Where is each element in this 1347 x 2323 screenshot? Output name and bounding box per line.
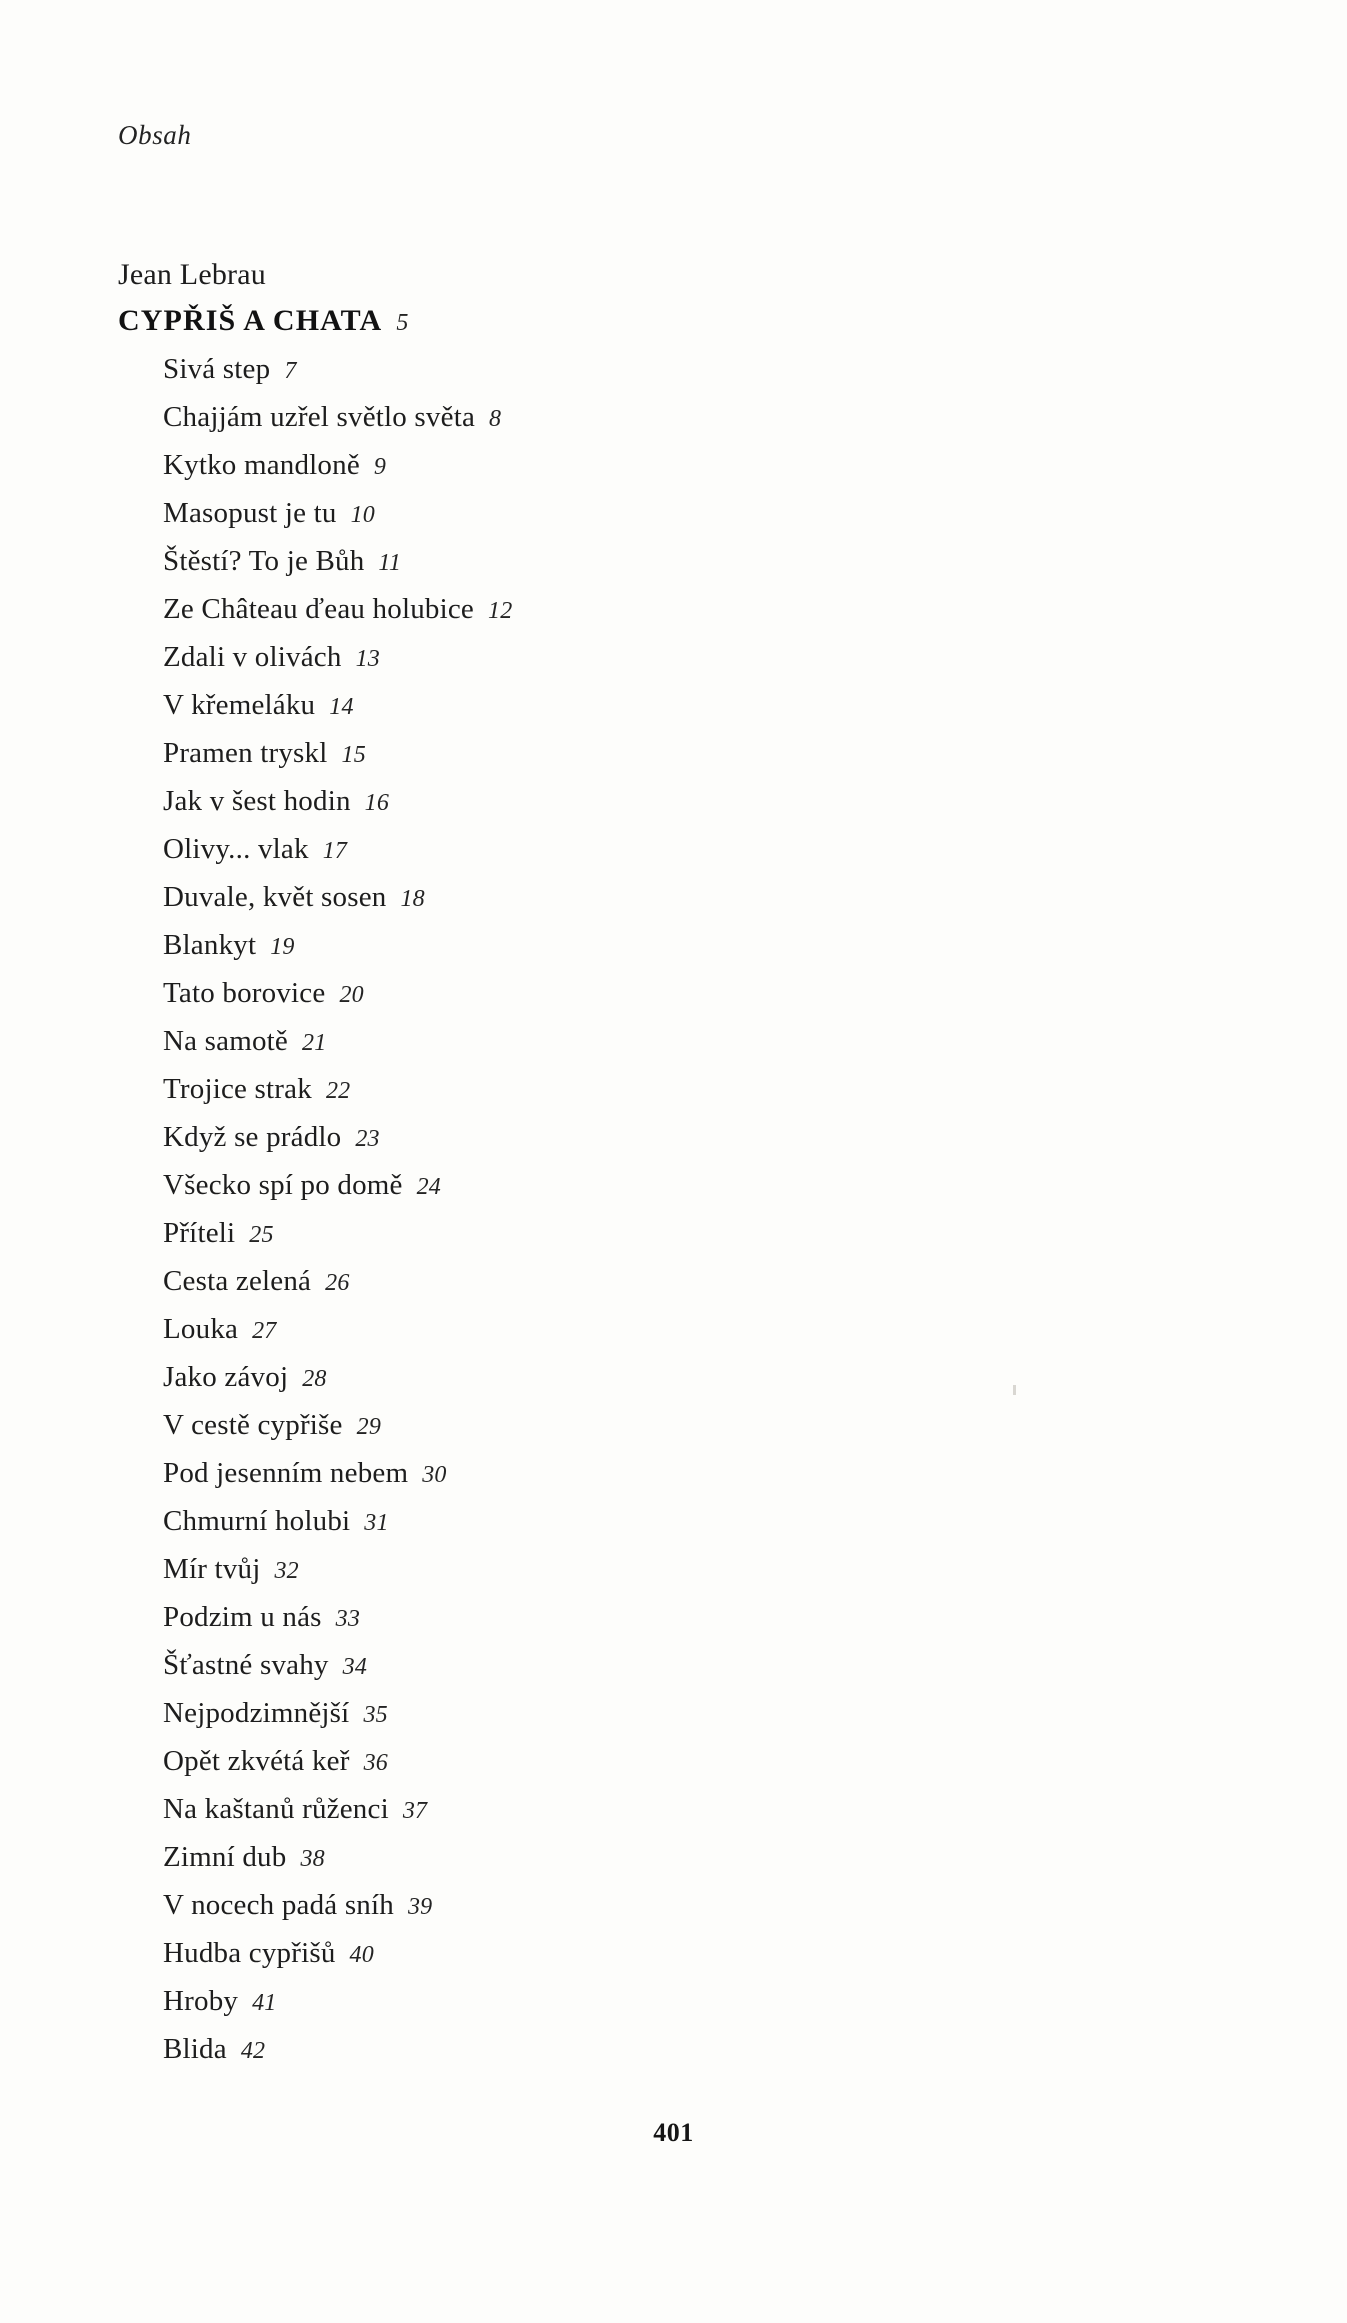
table-of-contents xyxy=(118,252,1118,2074)
toc-entry-title: V křemeláku xyxy=(163,689,316,721)
toc-entry-title: Šťastné svahy xyxy=(163,1649,329,1681)
list-item xyxy=(163,586,1118,634)
list-item xyxy=(163,2026,1118,2074)
toc-entry-page: 20 xyxy=(339,982,364,1008)
toc-entry-title: Zimní dub xyxy=(163,1841,287,1873)
toc-entry-title: Pramen tryskl xyxy=(163,737,328,769)
toc-entry-page: 34 xyxy=(342,1654,368,1680)
toc-entry-page: 11 xyxy=(378,550,402,576)
toc-entry-title: Mír tvůj xyxy=(163,1553,261,1585)
toc-entry-title: Hudba cypřišů xyxy=(163,1937,336,1969)
toc-entry-title: Olivy... vlak xyxy=(163,833,309,865)
toc-entry-page: 14 xyxy=(329,694,354,720)
list-item xyxy=(163,1402,1118,1450)
list-item xyxy=(163,1546,1118,1594)
list-item xyxy=(163,394,1118,442)
toc-entry-title: Štěstí? To je Bůh xyxy=(163,545,365,577)
list-item xyxy=(163,442,1118,490)
toc-entry-title: Na samotě xyxy=(163,1025,289,1057)
toc-entry-title: Chajjám uzřel světlo světa xyxy=(163,401,476,433)
toc-work-title-text: CYPŘIŠ A CHATA xyxy=(118,304,383,337)
toc-entry-page: 23 xyxy=(355,1126,380,1152)
toc-entry-page: 39 xyxy=(407,1894,433,1920)
toc-entry-page: 22 xyxy=(325,1078,351,1104)
list-item xyxy=(163,1738,1118,1786)
list-item xyxy=(163,682,1118,730)
list-item xyxy=(163,1114,1118,1162)
toc-entry-page: 15 xyxy=(341,742,366,768)
list-item xyxy=(163,1450,1118,1498)
list-item xyxy=(163,730,1118,778)
toc-entry-page: 9 xyxy=(373,454,387,480)
list-item xyxy=(163,922,1118,970)
toc-entry-page: 18 xyxy=(400,886,425,912)
toc-entry-page: 29 xyxy=(356,1414,382,1440)
list-item xyxy=(163,874,1118,922)
list-item xyxy=(163,1162,1118,1210)
list-item xyxy=(163,346,1118,394)
toc-entry-title: Zdali v olivách xyxy=(163,641,342,673)
toc-entry-page: 8 xyxy=(489,406,502,432)
list-item xyxy=(163,1066,1118,1114)
page-number: 401 xyxy=(653,2118,694,2147)
list-item xyxy=(163,538,1118,586)
list-item xyxy=(163,1978,1118,2026)
toc-entry-page: 21 xyxy=(302,1030,327,1056)
toc-entry-page: 7 xyxy=(284,358,297,384)
toc-entry-page: 41 xyxy=(252,1990,277,2016)
toc-entry-title: Sivá step xyxy=(163,353,271,385)
list-item xyxy=(163,970,1118,1018)
toc-entry-page: 37 xyxy=(402,1798,428,1824)
toc-entry-page: 19 xyxy=(270,934,295,960)
toc-entry-title: Blida xyxy=(163,2033,227,2065)
toc-entry-page: 40 xyxy=(349,1942,374,1968)
toc-entry-title: Nejpodzimnější xyxy=(163,1697,350,1729)
list-item xyxy=(163,1594,1118,1642)
list-item xyxy=(163,1306,1118,1354)
toc-entry-title: Cesta zelená xyxy=(163,1265,312,1297)
toc-author: Jean Lebrau xyxy=(118,258,266,291)
toc-entry-title: Jak v šest hodin xyxy=(163,785,351,817)
toc-entry-title: Na kaštanů růženci xyxy=(163,1793,389,1825)
list-item xyxy=(163,490,1118,538)
toc-entry-title: Kytko mandloně xyxy=(163,449,360,481)
toc-entry-page: 16 xyxy=(364,790,390,816)
toc-entry-title: Všecko spí po domě xyxy=(163,1169,403,1201)
toc-entry-title: Příteli xyxy=(163,1217,236,1249)
toc-entry-title: Duvale, květ sosen xyxy=(163,881,387,913)
paper-speck xyxy=(1013,1385,1016,1395)
toc-entry-page: 28 xyxy=(302,1366,327,1392)
toc-entry-title: Louka xyxy=(163,1313,239,1345)
list-item xyxy=(163,1354,1118,1402)
toc-entry-page: 36 xyxy=(363,1750,388,1776)
list-item xyxy=(163,1498,1118,1546)
toc-entry-title: Pod jesenním nebem xyxy=(163,1457,409,1489)
toc-entry-title: Masopust je tu xyxy=(163,497,337,529)
toc-entry-title: Tato borovice xyxy=(163,977,326,1009)
toc-entry-page: 38 xyxy=(300,1846,325,1872)
toc-entry-page: 35 xyxy=(363,1702,388,1728)
list-item xyxy=(163,1642,1118,1690)
toc-entry-title: Hroby xyxy=(163,1985,239,2017)
toc-entry-page: 13 xyxy=(355,646,380,672)
list-item xyxy=(163,1834,1118,1882)
toc-entry-title: V cestě cypřiše xyxy=(163,1409,343,1441)
toc-entry-page: 10 xyxy=(350,502,375,528)
list-item xyxy=(163,1882,1118,1930)
toc-entry-page: 32 xyxy=(274,1558,299,1584)
toc-entry-page: 27 xyxy=(252,1318,277,1344)
toc-entry-title: V nocech padá sníh xyxy=(163,1889,394,1921)
toc-entry-title: Trojice strak xyxy=(163,1073,312,1105)
list-item xyxy=(163,1210,1118,1258)
list-item xyxy=(163,826,1118,874)
list-item xyxy=(163,778,1118,826)
toc-work-page: 5 xyxy=(396,310,410,336)
toc-entry-page: 25 xyxy=(249,1222,274,1248)
page-header-obsah: Obsah xyxy=(118,120,192,150)
list-item xyxy=(163,1786,1118,1834)
toc-entry-page: 33 xyxy=(335,1606,361,1632)
toc-work-title xyxy=(118,298,1118,346)
toc-entry-page: 30 xyxy=(422,1462,447,1488)
toc-entry-page: 26 xyxy=(325,1270,350,1296)
toc-entry-title: Opět zkvétá keř xyxy=(163,1745,350,1777)
toc-entry-page: 12 xyxy=(488,598,513,624)
list-item xyxy=(163,1018,1118,1066)
toc-entry-title: Chmurní holubi xyxy=(163,1505,351,1537)
toc-entry-page: 31 xyxy=(364,1510,389,1536)
list-item xyxy=(163,634,1118,682)
toc-entry-list xyxy=(118,346,1118,2074)
toc-entry-page: 42 xyxy=(240,2038,266,2064)
toc-entry-title: Podzim u nás xyxy=(163,1601,322,1633)
toc-entry-title: Ze Château ďeau holubice xyxy=(163,593,474,625)
list-item xyxy=(163,1258,1118,1306)
toc-entry-title: Jako závoj xyxy=(163,1361,289,1393)
toc-entry-page: 24 xyxy=(416,1174,441,1200)
toc-entry-page: 17 xyxy=(322,838,348,864)
list-item xyxy=(163,1930,1118,1978)
list-item xyxy=(163,1690,1118,1738)
toc-entry-title: Když se prádlo xyxy=(163,1121,342,1153)
toc-entry-title: Blankyt xyxy=(163,929,257,961)
